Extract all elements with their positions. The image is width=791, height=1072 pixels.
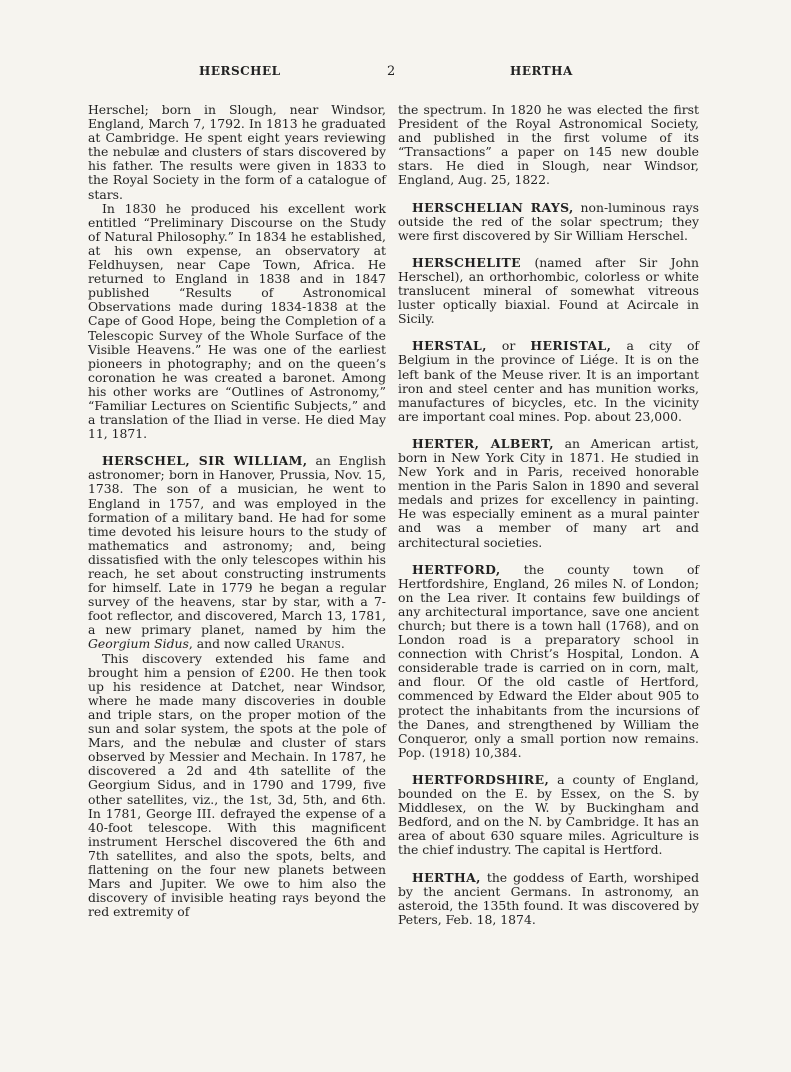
small-caps-term: Uranus xyxy=(295,636,341,652)
headword-alt: HERISTAL, xyxy=(530,338,612,354)
entry-text: the county town of Hertfordshire, England, 26 miles N. of London; on the Lea river. It contains few buildings of any architectural importance, save one ancient church; but there is a town hall (1768), and on London road is a preparatory school in connection with Christ’s Hospital, London. A considerable trade is carried on in corn, malt, and flour. Of the old castle of Hertford, commenced by Edward the Elder about 905 to protect the inhabitants from the incursions of the Danes, and strengthened by William the Conqueror, only a small portion now remains. Pop. (1918) 10,384. xyxy=(398,561,699,760)
william-herschel-discoveries: This discovery extended his fame and brought him a pension of £200. He then took up his residence at Datchet, near Windsor, where he made many discoveries in double and triple stars, on the proper motion of the sun and solar system, the spots at the pole of Mars, and the nebulæ and cluster of stars observed by Messier and Mechain. In 1787, he discovered a 2d and 4th satellite of the Georgium Sidus, and in 1790 and 1799, five other satellites, viz., the 1st, 3d, 5th, and 6th. In 1781, George III. defrayed the expense of a 40-foot telescope. With this magnificent instrument Herschel discovered the 6th and 7th satellites, and also the spots, belts, and flattening on the four new planets between Mars and Jupiter. We owe to him also the discovery of invisible heating rays beyond the red extremity of xyxy=(88,650,386,920)
header-left-word: HERSCHEL xyxy=(199,64,281,78)
entry-herstal xyxy=(398,339,699,424)
headword: HERTER, ALBERT, xyxy=(412,435,554,451)
left-column xyxy=(88,103,386,919)
entry-text: , and now called xyxy=(188,636,296,652)
page-number: 2 xyxy=(387,64,396,79)
entry-text: (named after Sir John Herschel), an orthorhombic, colorless or white translucent mineral of somewhat vitreous luster optically biaxial. Found at Acircale in Sicily. xyxy=(398,254,699,327)
john-herschel-works: In 1830 he produced his excellent work entitled “Preliminary Discourse on the Study of Natural Philosophy.” In 1834 he established, at his own expense, an observatory at Feldhuysen, near Cape Town, Africa. He returned to England in 1838 and in 1847 published “Results of Astronomical Observations made during 1834-1838 at the Cape of Good Hope, being the Completion of a Telescopic Survey of the Whole Surface of the Visible Heavens.” He was one of the earliest pioneers in photography; and on the queen’s coronation he was created a baronet. Among his other works are “Outlines of Astronomy,” “Familiar Lectures on Scientific Subjects,” and a translation of the Iliad in verse. He died May 11, 1871. xyxy=(88,200,386,442)
headword: HERSCHELITE xyxy=(412,254,521,270)
running-header xyxy=(0,64,791,82)
headword: HERSCHEL, SIR WILLIAM, xyxy=(102,453,308,469)
entry-text: a county of England, bounded on the E. by Essex, on the S. by Middlesex, on the W. by Buckingham and Bedford, and on the N. by Cambridge. It has an area of about 630 square miles. Agriculture is the chief industry. The capital is Hertford. xyxy=(398,771,699,858)
entry-herter-albert xyxy=(398,437,699,550)
entry-text: the goddess of Earth, worshiped by the ancient Germans. In astronomy, an asteroid, the 135th found. It was discovered by Peters, Feb. 18, 1874. xyxy=(398,869,699,927)
headword: HERTFORDSHIRE, xyxy=(412,771,550,787)
entry-herschelite xyxy=(398,256,699,326)
entry-text: or xyxy=(486,338,531,354)
entry-hertfordshire xyxy=(398,773,699,858)
headword: HERSCHELIAN RAYS, xyxy=(412,199,574,215)
entry-text: an American artist, born in New York City in 1871. He studied in New York and in Paris, received honorable mention in the Paris Salon in 1890 and several medals and prizes for excellency in painting. He was especially eminent as a mural painter and was a member of many art and architectural societies. xyxy=(398,435,699,550)
headword: HERTHA, xyxy=(412,869,481,885)
entry-text: a city of Belgium in the province of Liége. It is on the left bank of the Meuse river. It is an important iron and steel center and has munition works, manufactures of bicycles, etc. In the vicinity are important coal mines. Pop. about 23,000. xyxy=(398,338,699,424)
headword: HERTFORD, xyxy=(412,561,501,577)
right-column xyxy=(398,103,699,927)
entry-text: an English astronomer; born in Hanover, Prussia, Nov. 15, 1738. The son of a musician, he went to England in 1757, and was employed in the formation of a military band. He had for some time devoted his leisure hours to the study of mathematics and astronomy; and, being dissatisfied with the only telescopes within his reach, he set about constructing instruments for himself. Late in 1779 he began a regular survey of the heavens, star by star, with a 7-foot reflector, and discovered, March 13, 1781, a new primary planet, named by him the xyxy=(88,453,387,638)
entry-herschelian-rays xyxy=(398,201,699,243)
entry-herschel-sir-william xyxy=(88,454,386,651)
header-right-word: HERTHA xyxy=(510,64,573,78)
headword: HERSTAL, xyxy=(412,338,487,354)
entry-hertha xyxy=(398,871,699,927)
william-herschel-continued: the spectrum. In 1820 he was elected the first President of the Royal Astronomical Society, and published in the first volume of its “Transactions” a paper on 145 new double stars. He died in Slough, near Windsor, England, Aug. 25, 1822. xyxy=(398,102,699,188)
entry-text: . xyxy=(340,636,345,652)
italic-term: Georgium Sidus xyxy=(88,636,189,652)
john-herschel-continued: Herschel; born in Slough, near Windsor, England, March 7, 1792. In 1813 he graduated at Cambridge. He spent eight years reviewing the nebulæ and clusters of stars discovered by his father. The results were given in 1833 to the Royal Society in the form of a catalogue of stars. xyxy=(88,102,386,202)
entry-hertford xyxy=(398,563,699,760)
entry-text: non-luminous rays outside the red of the solar spectrum; they were first discovered by Sir William Herschel. xyxy=(398,199,699,243)
